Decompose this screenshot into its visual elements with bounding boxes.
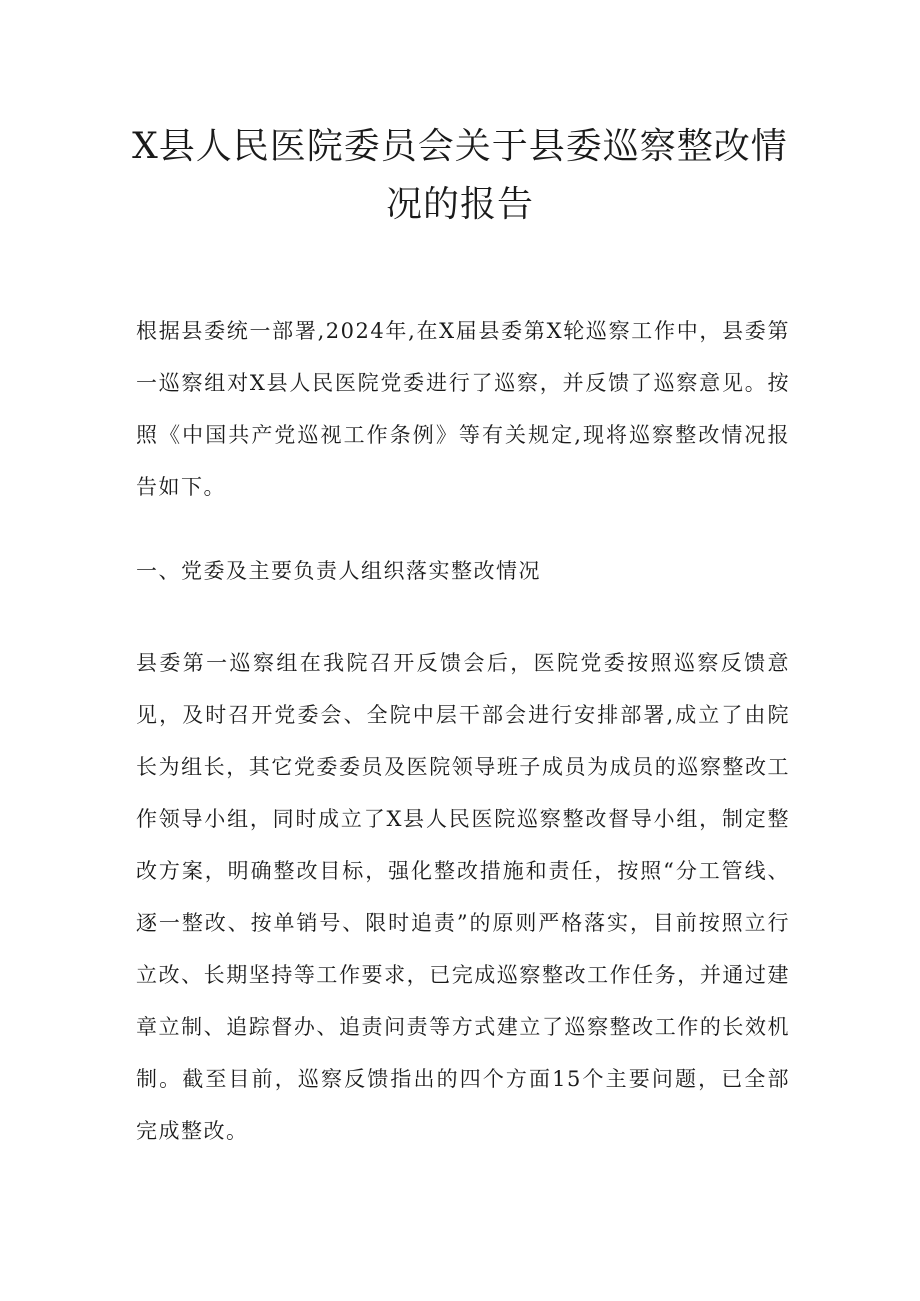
document-title: X县人民医院委员会关于县委巡察整改情况的报告 [132, 126, 788, 225]
intro-paragraph: 根据县委统一部署,2024年,在X届县委第X轮巡察工作中，县委第一巡察组对X县人民医院党委进行了巡察，并反馈了巡察意见。按照《中国共产党巡视工作条例》等有关规定,现将巡察整改情况报告如下。 [136, 319, 790, 499]
section-body-paragraph: 县委第一巡察组在我院召开反馈会后，医院党委按照巡察反馈意见，及时召开党委会、全院中层干部会进行安排部署,成立了由院长为组长，其它党委委员及医院领导班子成员为成员的巡察整改工作领导小组，同时成立了X县人民医院巡察整改督导小组，制定整改方案，明确整改目标，强化整改措施和责任，按照“分工管线、逐一整改、按单销号、限时追责”的原则严格落实，目前按照立行立改、长期坚持等工作要求，已完成巡察整改工作任务，并通过建章立制、追踪督办、追责问责等方式建立了巡察整改工作的长效机制。截至目前，巡察反馈指出的四个方面15个主要问题，已全部完成整改。 [136, 651, 790, 1143]
section-heading: 一、党委及主要负责人组织落实整改情况 [136, 559, 541, 583]
